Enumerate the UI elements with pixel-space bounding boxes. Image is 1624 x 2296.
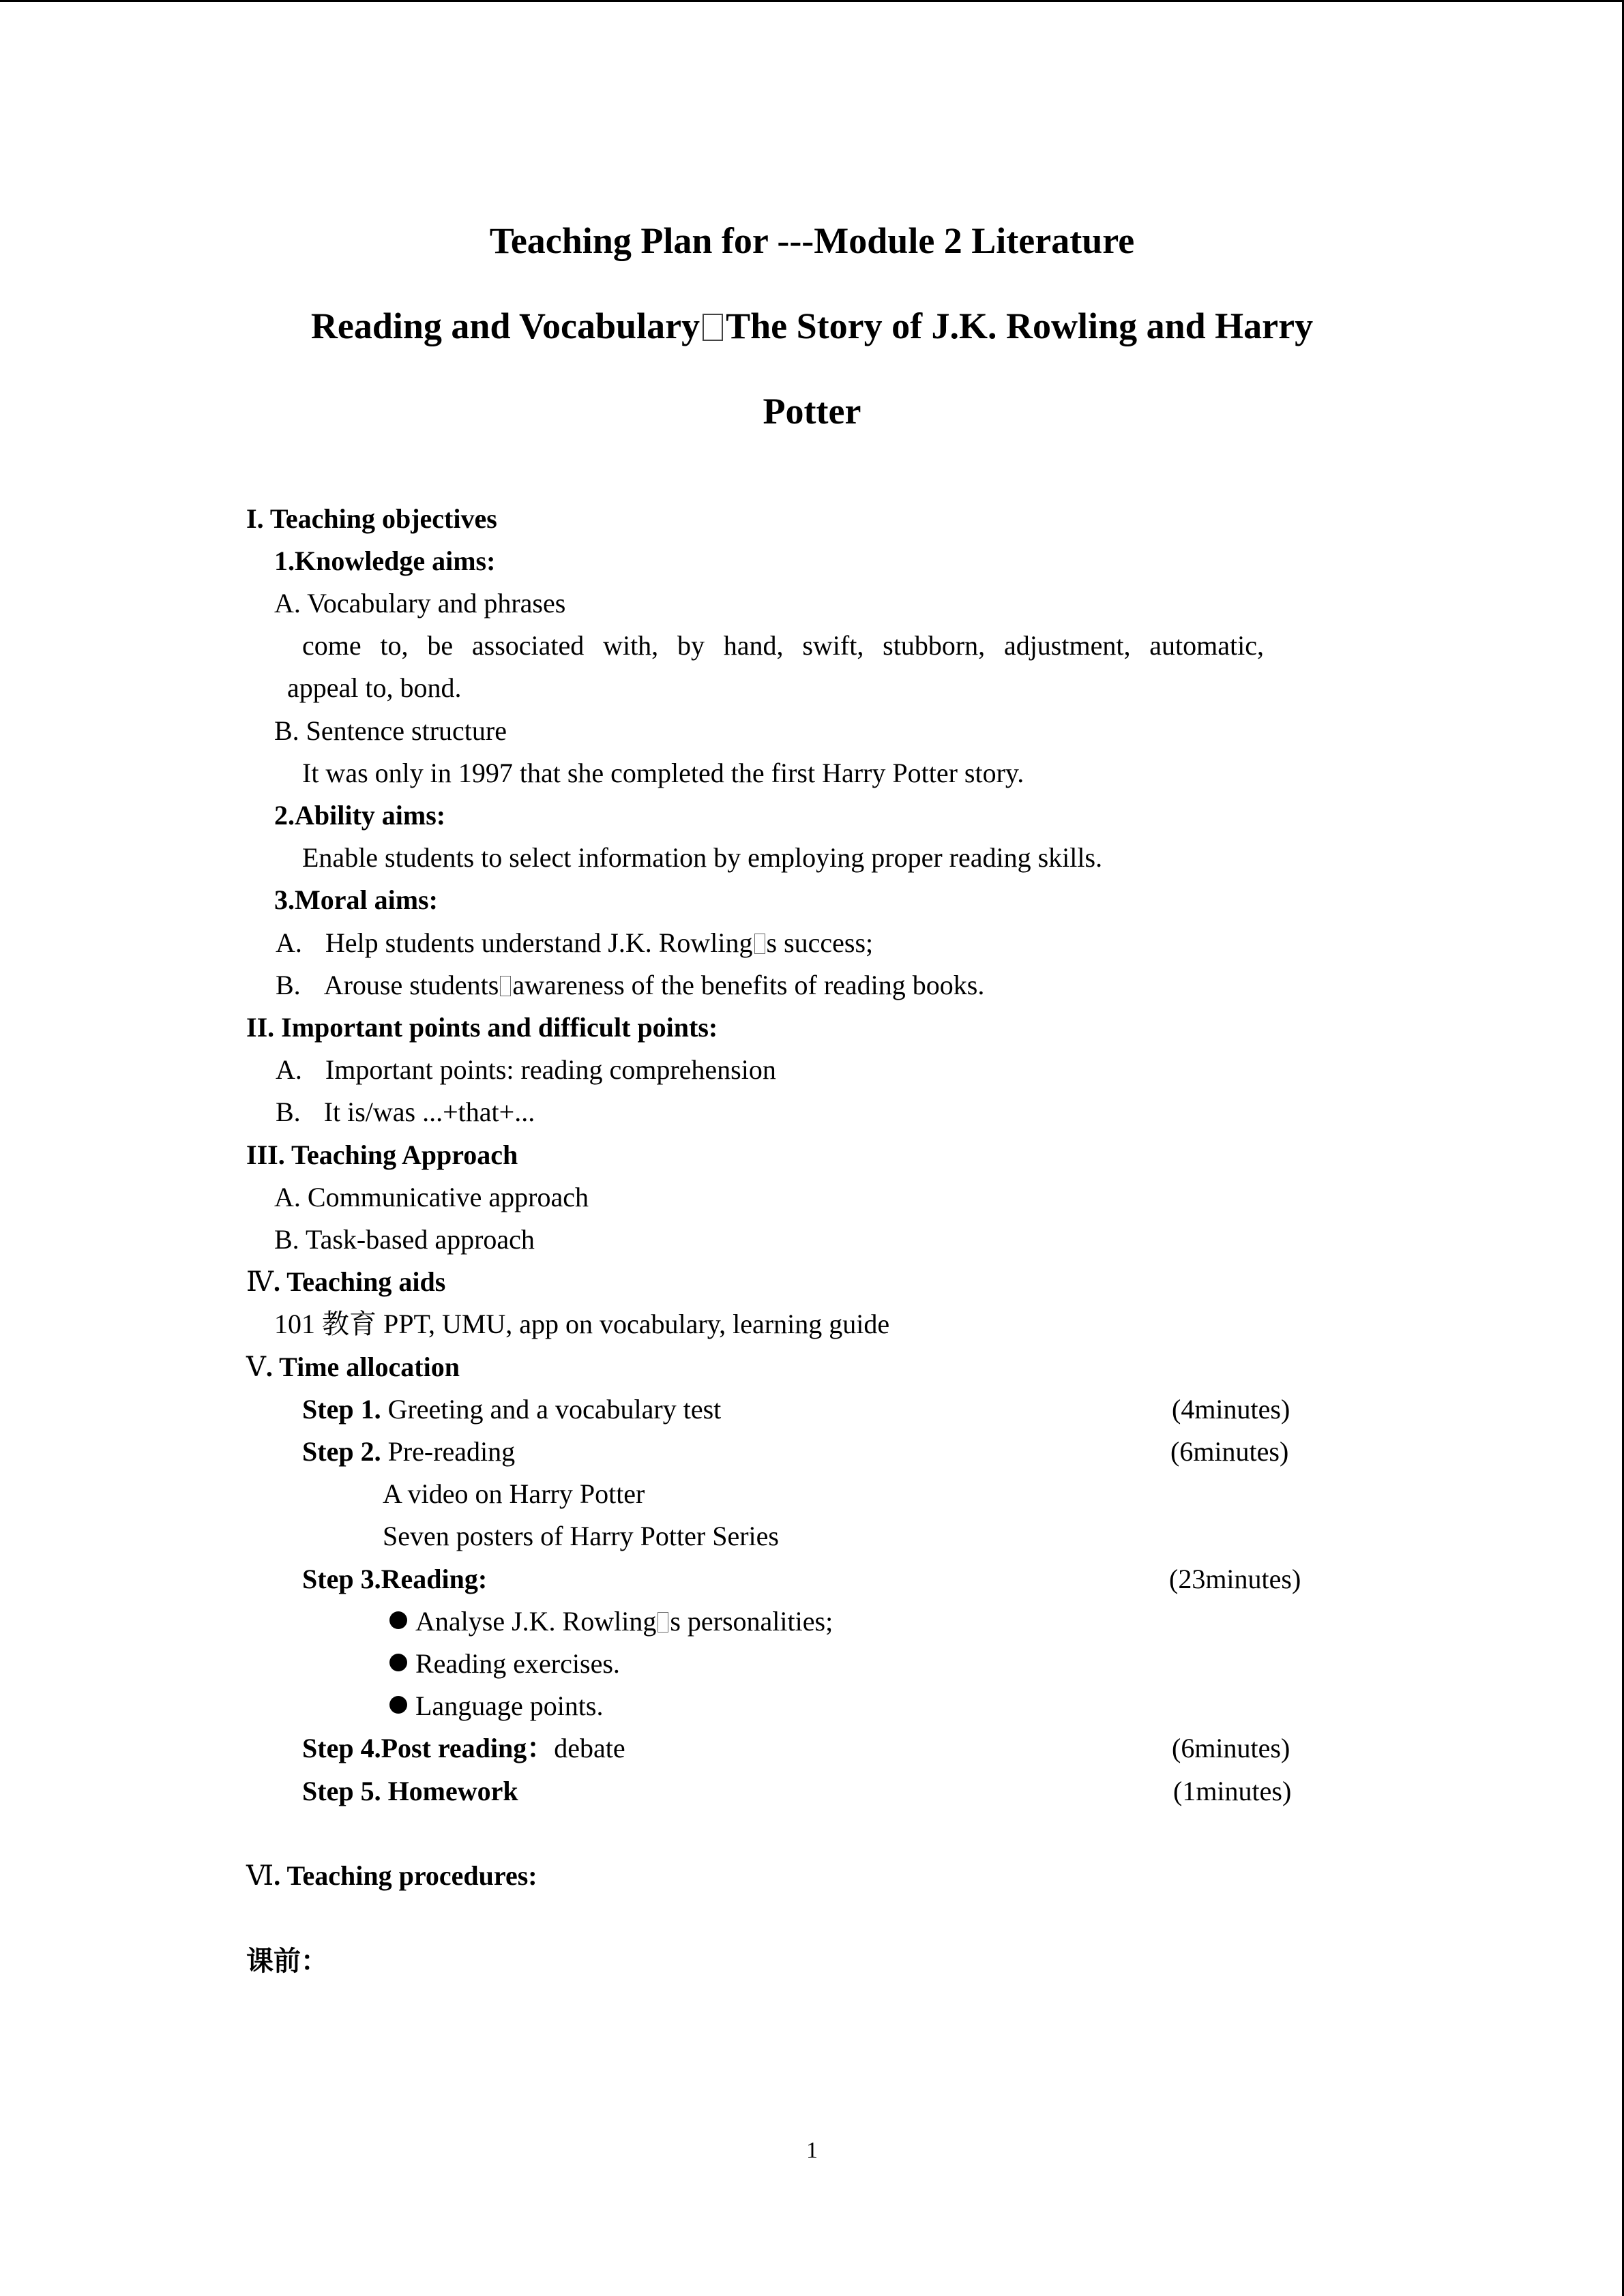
important-point-b-text: It is/was ...+that+...: [323, 1097, 535, 1127]
bullet-icon: [389, 1696, 407, 1714]
missing-glyph-box: [703, 314, 723, 341]
step-5-duration: (1minutes): [1173, 1776, 1292, 1806]
step-2-sub-item-2: Seven posters of Harry Potter Series: [383, 1521, 779, 1551]
title-line-1: Teaching Plan for ---Module 2 Literature: [489, 220, 1135, 261]
missing-glyph-box: [658, 1612, 668, 1632]
moral-aim-a: [276, 927, 873, 959]
pre-class-label: 课前：: [246, 1945, 328, 1976]
bullet-icon: [389, 1611, 407, 1629]
step-3-bullet-1-text-start: Analyse J.K. Rowling: [415, 1606, 657, 1637]
moral-aim-b-text-end: awareness of the benefits of reading books.: [512, 970, 985, 1000]
vocab-label: A. Vocabulary and phrases: [274, 588, 566, 618]
vocab-list-line-1: come to, be associated with, by hand, swift, stubborn, adjustment, automatic,: [302, 630, 1264, 661]
ability-aims-text: Enable students to select information by employing proper reading skills.: [302, 842, 1103, 873]
roman-numeral: Ⅵ: [246, 1860, 274, 1891]
roman-numeral: Ⅴ: [246, 1352, 266, 1382]
section-heading-procedures: [246, 1860, 537, 1892]
subheading-moral-aims: 3.Moral aims:: [274, 884, 438, 915]
important-point-a: [276, 1054, 776, 1086]
section-heading-objectives: I. Teaching objectives: [246, 503, 497, 534]
moral-aim-b-text-start: Arouse students: [323, 970, 499, 1000]
roman-numeral: Ⅳ: [246, 1266, 274, 1297]
step-3-bullet-3: [389, 1690, 604, 1723]
step-3-bullet-1-text-end: s personalities;: [670, 1606, 833, 1637]
section-heading-time: [246, 1351, 460, 1384]
step-3-bullet-3-text: Language points.: [415, 1690, 604, 1721]
bullet-icon: [389, 1654, 407, 1671]
missing-glyph-box: [754, 934, 765, 954]
aids-text: 101 教育 PPT, UMU, app on vocabulary, learning guide: [274, 1309, 890, 1339]
step-2-sub-item-1: A video on Harry Potter: [383, 1478, 645, 1509]
step-2: [302, 1435, 515, 1468]
sentence-structure-label: B. Sentence structure: [274, 715, 507, 746]
moral-aim-a-text-start: Help students understand J.K. Rowling: [325, 927, 753, 958]
step-4-label: Step 4.Post reading：: [302, 1733, 555, 1763]
step-3-bullet-2: [389, 1648, 620, 1680]
step-4-text: debate: [554, 1733, 625, 1763]
subheading-ability-aims: 2.Ability aims:: [274, 800, 446, 831]
section-heading-aids: [246, 1266, 445, 1298]
section-heading-important-points: II. Important points and difficult points:: [246, 1012, 718, 1043]
section-heading-aids-text: . Teaching aids: [273, 1266, 446, 1297]
step-1-label: Step 1.: [302, 1394, 381, 1425]
missing-glyph-box: [500, 976, 511, 996]
step-3-bullet-1: [389, 1605, 833, 1638]
important-point-a-text: Important points: reading comprehension: [325, 1054, 776, 1085]
moral-aim-a-text-end: s success;: [766, 927, 874, 958]
step-2-duration: (6minutes): [1170, 1436, 1289, 1467]
step-1-duration: (4minutes): [1172, 1394, 1290, 1425]
sentence-structure-text: It was only in 1997 that she completed the first Harry Potter story.: [302, 758, 1024, 788]
step-3-duration: (23minutes): [1169, 1564, 1301, 1594]
subheading-knowledge-aims: 1.Knowledge aims:: [274, 546, 496, 576]
step-5-label: Step 5. Homework: [302, 1776, 518, 1806]
approach-a: A. Communicative approach: [274, 1182, 589, 1212]
list-marker: B.: [276, 970, 301, 1000]
moral-aim-b: [276, 969, 984, 1002]
title-line-2: [0, 304, 1624, 348]
section-heading-approach: III. Teaching Approach: [246, 1139, 518, 1170]
approach-b: B. Task-based approach: [274, 1224, 535, 1255]
step-2-label: Step 2.: [302, 1436, 381, 1467]
section-heading-time-text: . Time allocation: [265, 1352, 460, 1382]
title-line-2-part-b: The Story of J.K. Rowling and Harry: [726, 305, 1314, 346]
list-marker: B.: [276, 1097, 301, 1127]
step-4: [302, 1732, 625, 1765]
step-1: [302, 1393, 721, 1426]
list-marker: A.: [276, 1054, 302, 1085]
title-line-2-part-a: Reading and Vocabulary: [310, 305, 700, 346]
important-point-b: [276, 1096, 535, 1129]
step-1-text: Greeting and a vocabulary test: [381, 1394, 722, 1425]
list-marker: A.: [276, 927, 302, 958]
step-4-duration: (6minutes): [1172, 1733, 1290, 1763]
section-heading-procedures-text: . Teaching procedures:: [274, 1860, 537, 1891]
page-number: 1: [806, 2138, 818, 2163]
title-line-3: Potter: [763, 391, 861, 432]
step-2-text: Pre-reading: [381, 1436, 516, 1467]
step-3-bullet-2-text: Reading exercises.: [415, 1648, 620, 1679]
vocab-list-line-2: appeal to, bond.: [287, 672, 462, 703]
step-3-label: Step 3.Reading:: [302, 1564, 488, 1594]
